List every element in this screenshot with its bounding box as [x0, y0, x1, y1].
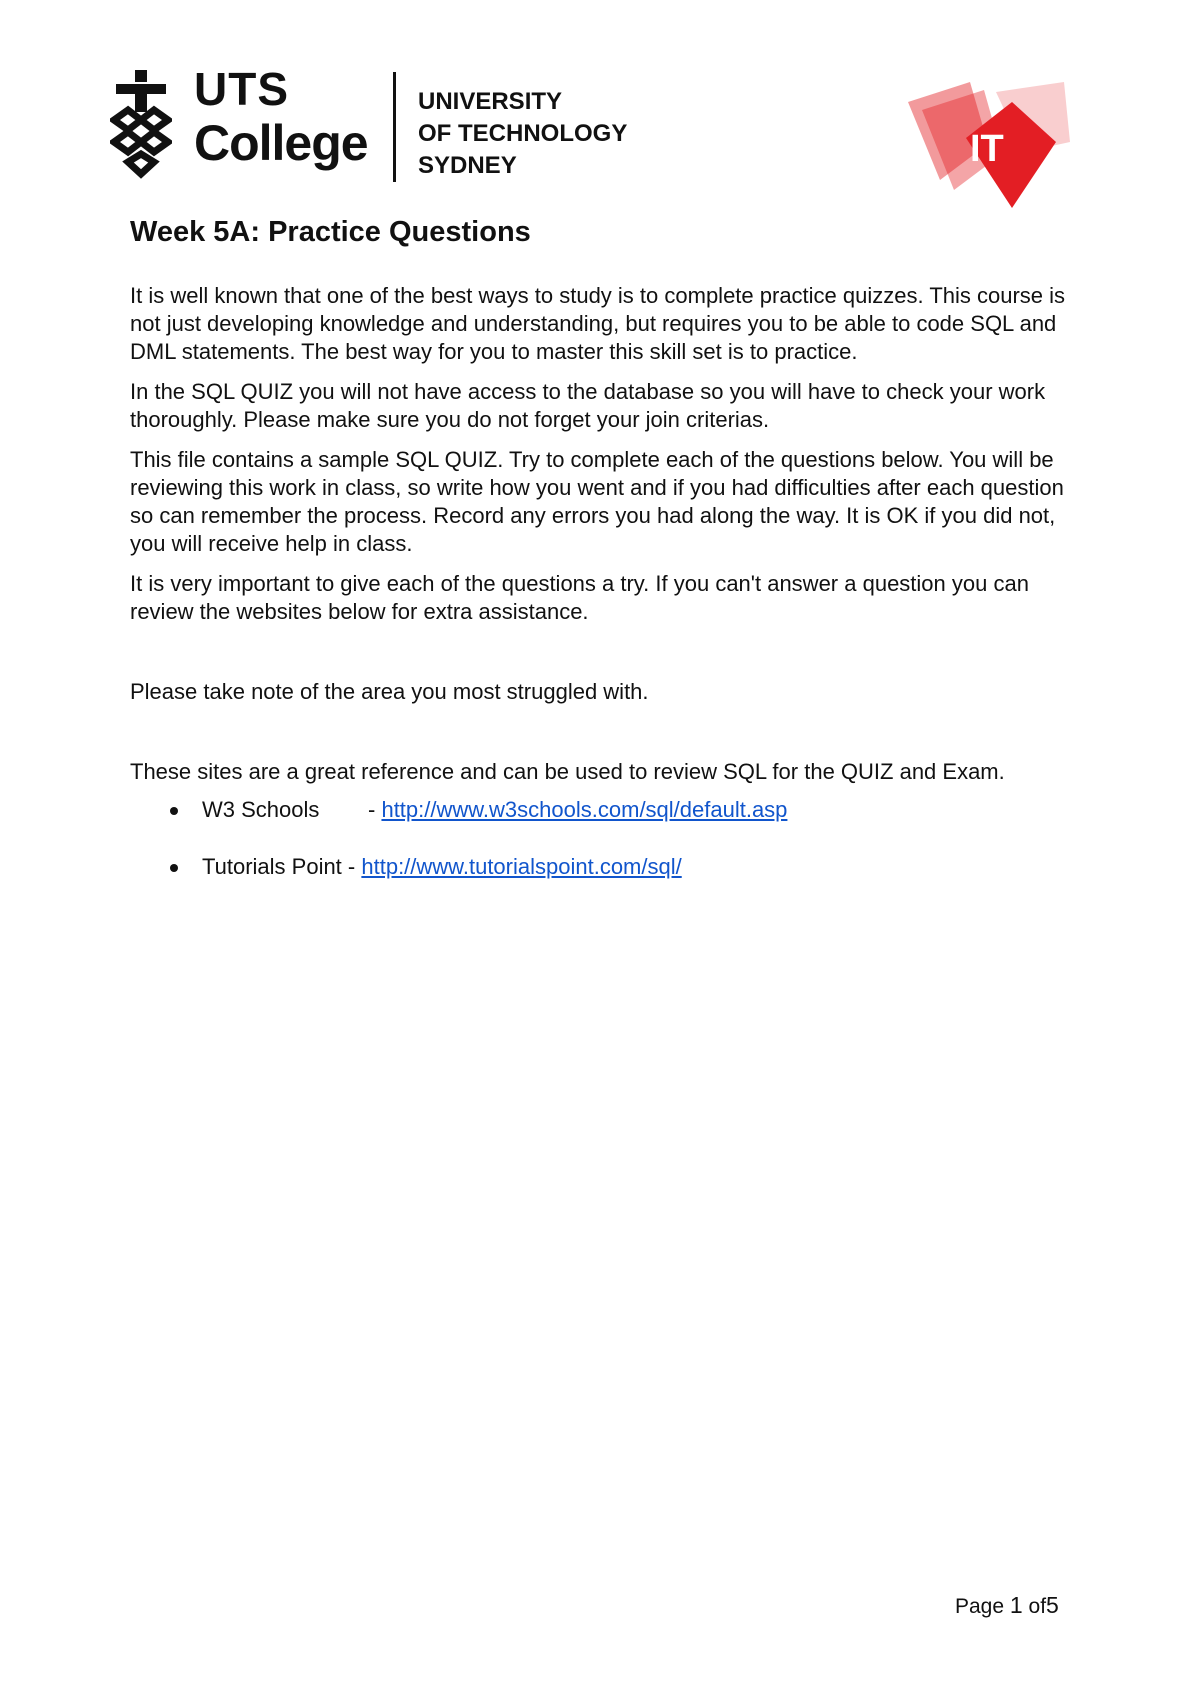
reference-paragraph: These sites are a great reference and can be used to review SQL for the QUIZ and Exam. — [130, 759, 1005, 784]
importance-paragraph: It is very important to give each of the questions a try. If you can't answer a question you can review the websites below for extra assistance. — [130, 571, 1029, 624]
logo-college-text: College — [194, 115, 368, 171]
bullet-icon — [170, 807, 178, 815]
note-paragraph: Please take note of the area you most struggled with. — [130, 679, 649, 704]
document-body — [130, 210, 1070, 910]
site-name: Tutorials Point — [202, 854, 342, 879]
site-name: W3 Schools — [202, 797, 320, 822]
list-item — [130, 796, 1070, 824]
link-separator: - — [368, 797, 382, 822]
of-label: of — [1028, 1595, 1047, 1618]
logo-divider — [393, 72, 396, 182]
university-line-1: UNIVERSITY — [418, 88, 563, 115]
page-number — [955, 1592, 1059, 1619]
total-pages: 5 — [1046, 1592, 1059, 1618]
logo-uts-text: UTS — [194, 63, 289, 115]
tutorialspoint-link[interactable]: http://www.tutorialspoint.com/sql/ — [361, 854, 682, 879]
university-line-2: OF TECHNOLOGY — [418, 120, 628, 147]
list-item — [130, 853, 1070, 881]
uts-college-wordmark — [194, 63, 368, 171]
current-page: 1 — [1009, 1592, 1023, 1618]
university-name — [418, 86, 627, 182]
page-title: Week 5A: Practice Questions — [130, 216, 531, 248]
university-line-3: SYDNEY — [418, 152, 517, 179]
bullet-icon — [170, 864, 178, 872]
file-paragraph: This file contains a sample SQL QUIZ. Try to complete each of the questions below. You will be reviewing this work in class, so write how you went and if you had difficulties after each question so can remember the process. Record any errors you had along the way. It is OK if you did not, you will receive help in class. — [130, 447, 1064, 556]
reference-list — [130, 796, 1070, 881]
it-badge-text: IT — [970, 128, 1004, 170]
page-label: Page — [955, 1595, 1005, 1618]
link-separator: - — [341, 854, 362, 879]
uts-emblem-icon — [110, 70, 172, 182]
uts-college-logo — [110, 63, 640, 188]
quiz-paragraph: In the SQL QUIZ you will not have access to the database so you will have to check your work thoroughly. Please make sure you do not forget your join criterias. — [130, 379, 1046, 432]
w3schools-link[interactable]: http://www.w3schools.com/sql/default.asp — [381, 797, 788, 822]
intro-paragraph: It is well known that one of the best ways to study is to complete practice quizzes. This course is not just developing knowledge and understanding, but requires you to be able to code SQL and DML statements. The best way for you to master this skill set is to practice. — [130, 283, 1066, 364]
document-header — [0, 0, 1200, 210]
